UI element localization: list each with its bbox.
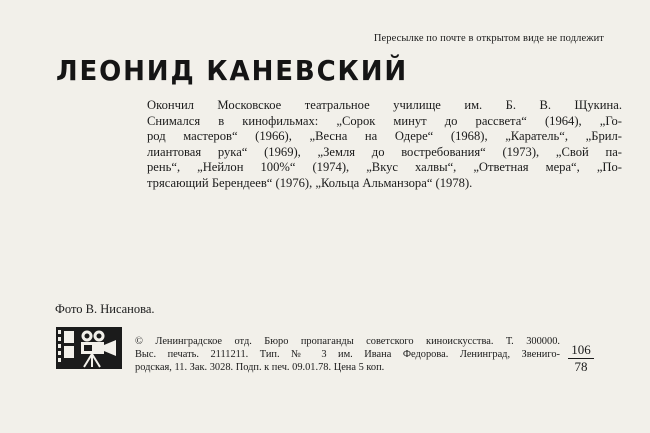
biography-line: Снимался в кинофильмах: „Сорок минут до рассвета“ (1964), „Го- xyxy=(147,113,622,128)
imprint-line: © Ленинградское отд. Бюро пропаганды советского киноискусства. Т. 300000. xyxy=(135,336,560,347)
biography-line: род мастеров“ (1966), „Весна на Одере“ (1968), „Каратель“, „Брил- xyxy=(147,129,622,144)
mailing-notice: Пересылке по почте в открытом виде не подлежит xyxy=(373,33,604,44)
biography-line: трясающий Берендеев“ (1976), „Кольца Альманзора“ (1978). xyxy=(147,175,473,190)
biography-text xyxy=(147,98,622,192)
catalog-code xyxy=(568,343,594,374)
publisher-imprint xyxy=(135,336,560,374)
imprint-line: родская, 11. Зак. 3028. Подп. к печ. 09.01.78. Цена 5 коп. xyxy=(135,361,385,373)
film-camera-logo-icon xyxy=(56,327,122,369)
biography-line: Окончил Московское театральное училище им. Б. В. Щукина. xyxy=(147,98,622,112)
photo-credit: Фото В. Нисанова. xyxy=(55,302,155,316)
catalog-code-numerator: 106 xyxy=(571,342,591,357)
biography-line: рень“, „Нейлон 100%“ (1974), „Вкус халвы“, „Ответная мера“, „По- xyxy=(147,160,622,175)
actor-name-heading: ЛЕОНИД КАНЕВСКИЙ xyxy=(56,54,409,87)
catalog-code-denominator: 78 xyxy=(568,358,594,374)
imprint-line: Выс. печать. 2111211. Тип. № 3 им. Ивана Федорова. Ленинград, Звениго- xyxy=(135,348,560,360)
biography-line: лиантовая рука“ (1969), „Земля до востребования“ (1973), „Свой па- xyxy=(147,144,622,159)
